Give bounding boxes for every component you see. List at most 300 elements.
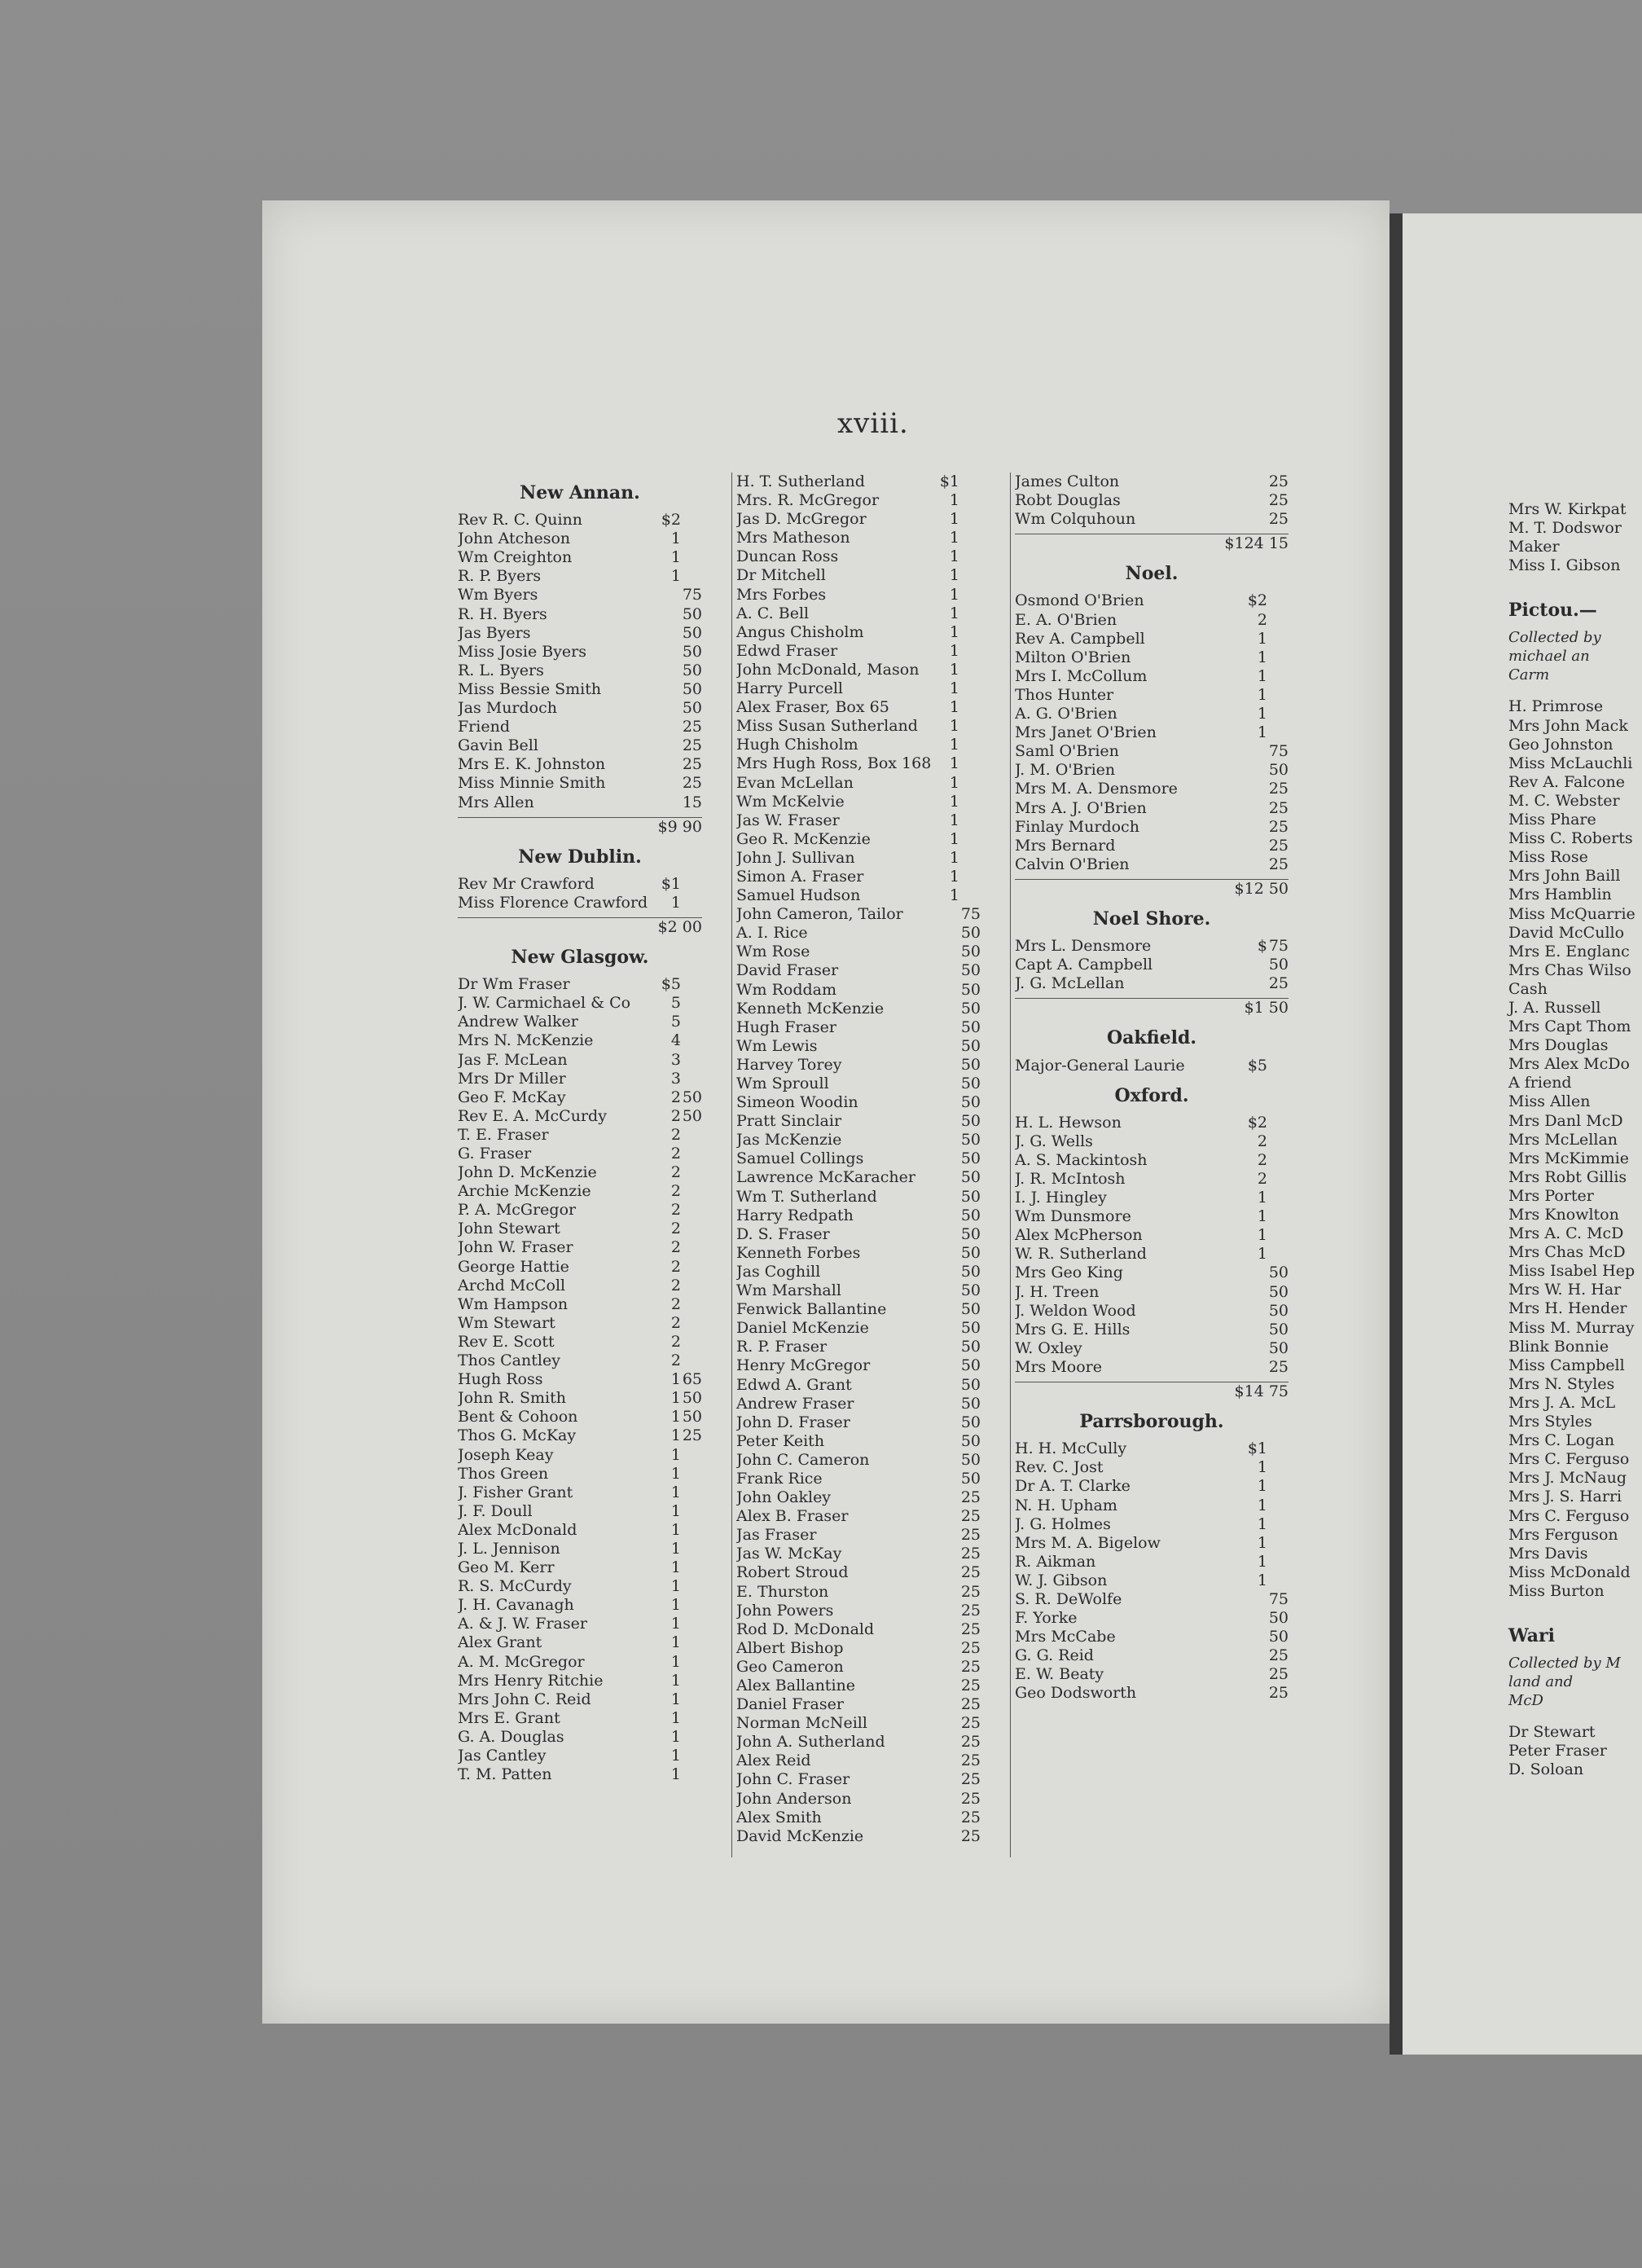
amount-cents xyxy=(681,530,702,548)
amount-cents: 25 xyxy=(682,718,702,736)
amount-cents: 25 xyxy=(960,1677,981,1694)
amount-cents: 25 xyxy=(960,1826,981,1845)
amount-cents xyxy=(681,1709,702,1728)
list-item xyxy=(458,662,702,680)
amount-cents xyxy=(681,1558,702,1577)
list-item xyxy=(736,1602,981,1620)
list-item xyxy=(1015,761,1289,780)
list-item xyxy=(458,894,702,912)
donor-name: W. R. Sutherland xyxy=(1015,1245,1147,1264)
section-heading: New Annan. xyxy=(520,482,640,503)
amount-cents xyxy=(681,1051,702,1070)
list-item xyxy=(458,1672,702,1690)
donor-name: Mrs Bernard xyxy=(1015,836,1116,855)
amount-dollars: 1 xyxy=(1257,685,1267,704)
amount-cents xyxy=(1267,1245,1289,1264)
amount-dollars xyxy=(932,1168,959,1187)
donor-name: Hugh Ross xyxy=(458,1370,543,1389)
amount-dollars: 2 xyxy=(670,1352,681,1370)
donor-name: Rev E. Scott xyxy=(458,1332,555,1351)
donor-name: Frank Rice xyxy=(736,1469,823,1488)
list-item xyxy=(736,1207,981,1225)
list-item xyxy=(1015,956,1289,974)
list-item xyxy=(1015,510,1289,529)
donor-name: J. R. McIntosh xyxy=(1015,1170,1126,1188)
amount-dollars: $5 xyxy=(1247,1056,1267,1075)
amount-cents: 25 xyxy=(960,1770,981,1789)
donor-name: Wm Marshall xyxy=(736,1281,841,1300)
donor-name: Geo Cameron xyxy=(736,1657,844,1676)
donor-name: Hugh Fraser xyxy=(736,1018,836,1036)
amount-dollars xyxy=(1240,1321,1267,1339)
donor-name: Samuel Hudson xyxy=(736,886,861,905)
amount-dollars: 1 xyxy=(1257,723,1267,742)
amount-dollars: 1 xyxy=(670,530,681,548)
donor-name: Wm Lewis xyxy=(736,1036,818,1055)
donor-name: A. M. McGregor xyxy=(458,1652,585,1671)
donor-name: Miss Josie Byers xyxy=(458,642,587,661)
donor-name: Mrs M. A. Densmore xyxy=(1015,780,1178,798)
amount-dollars xyxy=(932,961,959,980)
amount-dollars xyxy=(932,1677,959,1695)
donor-name: Mrs I. McCollum xyxy=(1015,666,1148,685)
list-item xyxy=(736,905,981,924)
amount-dollars xyxy=(653,586,681,604)
donor-name: Miss Bessie Smith xyxy=(458,679,602,698)
donor-name: J. G. Holmes xyxy=(1015,1514,1111,1533)
list-item xyxy=(1508,773,1642,792)
amount-cents: 25 xyxy=(682,736,702,755)
subtotal-amount: $14 75 xyxy=(1234,1382,1289,1401)
list-item xyxy=(1015,1477,1289,1496)
donor-name: Wm T. Sutherland xyxy=(736,1187,877,1206)
donor-name: N. H. Upham xyxy=(1015,1496,1117,1514)
amount-dollars: $1 xyxy=(939,472,959,490)
amount-dollars xyxy=(932,1356,959,1375)
donor-name: Rod D. McDonald xyxy=(736,1620,875,1638)
amount-dollars: 1 xyxy=(949,811,959,829)
donor-name: Dr Wm Fraser xyxy=(458,975,570,994)
list-item xyxy=(1015,937,1289,956)
donor-name: Miss McDonald xyxy=(1508,1563,1631,1581)
amount-cents: 50 xyxy=(1268,956,1289,974)
donor-name: Dr Mitchell xyxy=(736,566,826,585)
donor-name: Calvin O'Brien xyxy=(1015,855,1130,873)
donor-name: Wm Sproull xyxy=(736,1075,829,1092)
list-item xyxy=(458,1238,702,1257)
amount-cents xyxy=(1267,1571,1289,1590)
list-item xyxy=(736,547,981,566)
list-item xyxy=(1015,1534,1289,1553)
amount-dollars xyxy=(1240,1665,1267,1684)
amount-dollars: 1 xyxy=(1257,629,1267,648)
list-item xyxy=(1508,811,1642,829)
amount-cents xyxy=(959,830,981,849)
amount-cents: 25 xyxy=(960,1752,981,1770)
donor-name: John Cameron, Tailor xyxy=(736,905,903,924)
list-item xyxy=(1508,1338,1642,1356)
amount-dollars xyxy=(1240,1358,1267,1377)
list-item xyxy=(458,1596,702,1615)
donor-name: R. H. Byers xyxy=(458,604,547,623)
list-item xyxy=(458,1163,702,1182)
list-item xyxy=(736,1075,981,1093)
list-item xyxy=(1508,1431,1642,1450)
donor-name: Mrs Dr Miller xyxy=(458,1069,566,1088)
amount-dollars xyxy=(932,1300,959,1319)
list-item xyxy=(736,1188,981,1207)
list-item xyxy=(736,679,981,698)
amount-cents: 25 xyxy=(1268,491,1289,510)
amount-dollars: 2 xyxy=(1257,1150,1267,1169)
donor-name: H. H. McCully xyxy=(1015,1439,1127,1458)
list-item xyxy=(458,548,702,567)
donor-name: Mrs C. Ferguso xyxy=(1508,1506,1630,1525)
amount-cents: 65 xyxy=(682,1370,702,1389)
list-item xyxy=(458,755,702,774)
amount-cents: 50 xyxy=(960,1469,981,1488)
list-item xyxy=(1508,736,1642,754)
donor-name: R. S. McCurdy xyxy=(458,1577,572,1596)
donor-name: A. G. O'Brien xyxy=(1015,705,1117,723)
list-item xyxy=(1015,1590,1289,1609)
list-item xyxy=(458,1521,702,1540)
amount-cents: 50 xyxy=(1268,1301,1289,1320)
amount-cents: 50 xyxy=(1268,761,1289,780)
subtotal-row xyxy=(1015,879,1289,899)
amount-cents xyxy=(681,1596,702,1615)
donor-name: Mrs John C. Reid xyxy=(458,1690,591,1708)
amount-cents: 25 xyxy=(960,1563,981,1582)
donor-name: M. C. Webster xyxy=(1508,791,1620,810)
amount-dollars: 1 xyxy=(670,1633,681,1652)
donor-name: Finlay Murdoch xyxy=(1015,817,1139,836)
list-item xyxy=(736,1281,981,1300)
donor-name: Fenwick Ballantine xyxy=(736,1300,887,1319)
amount-dollars xyxy=(932,905,959,924)
list-item xyxy=(736,1827,981,1846)
list-item xyxy=(458,511,702,530)
amount-cents: 50 xyxy=(960,980,981,999)
amount-cents: 50 xyxy=(682,642,702,661)
donor-name: Jas D. McGregor xyxy=(736,510,867,529)
amount-dollars: 1 xyxy=(949,660,959,679)
list-item xyxy=(1508,538,1642,556)
donor-name: David McCullo xyxy=(1508,923,1625,942)
amount-dollars: 2 xyxy=(670,1332,681,1351)
donor-name: Dr Stewart xyxy=(1508,1723,1596,1742)
donor-name: John Anderson xyxy=(736,1789,852,1808)
donor-name: E. W. Beaty xyxy=(1015,1665,1104,1684)
amount-cents: 50 xyxy=(960,1075,981,1092)
donor-name: Harvey Torey xyxy=(736,1055,842,1074)
donor-name: Wm Roddam xyxy=(736,980,836,999)
amount-dollars: 1 xyxy=(949,510,959,529)
list-item xyxy=(1508,1413,1642,1431)
amount-cents xyxy=(681,1690,702,1709)
amount-cents xyxy=(959,849,981,868)
amount-dollars: 2 xyxy=(1257,1170,1267,1188)
amount-cents: 25 xyxy=(1268,817,1289,836)
list-item xyxy=(736,1790,981,1809)
list-item xyxy=(1508,1168,1642,1187)
amount-dollars: 1 xyxy=(670,1520,681,1539)
list-item xyxy=(1015,974,1289,993)
amount-cents: 50 xyxy=(960,961,981,980)
donor-name: Samuel Collings xyxy=(736,1149,864,1168)
list-item xyxy=(458,1709,702,1728)
amount-cents: 50 xyxy=(960,1055,981,1074)
amount-dollars xyxy=(1240,761,1267,780)
amount-cents: 25 xyxy=(960,1657,981,1676)
donor-name: J. H. Cavanagh xyxy=(458,1596,574,1615)
amount-cents xyxy=(681,511,702,530)
donor-name: Osmond O'Brien xyxy=(1015,591,1144,610)
amount-cents xyxy=(959,717,981,736)
amount-cents xyxy=(1267,686,1289,705)
amount-dollars: 1 xyxy=(949,773,959,792)
list-item xyxy=(736,1677,981,1695)
donor-name: Rev. C. Jost xyxy=(1015,1458,1104,1477)
amount-dollars: 2 xyxy=(670,1238,681,1257)
amount-cents: 75 xyxy=(960,905,981,924)
donor-name: Miss McLauchli xyxy=(1508,754,1633,772)
list-item xyxy=(736,1395,981,1413)
donor-name: T. M. Patten xyxy=(458,1765,552,1784)
donor-name: F. Yorke xyxy=(1015,1609,1078,1628)
list-item xyxy=(1508,1131,1642,1149)
list-item xyxy=(458,1633,702,1652)
amount-dollars xyxy=(653,643,681,662)
list-item xyxy=(736,1319,981,1338)
donor-name: Jas Byers xyxy=(458,623,531,642)
donor-name: Mrs A. J. O'Brien xyxy=(1015,798,1147,817)
column-2 xyxy=(736,472,981,1846)
amount-dollars xyxy=(932,1207,959,1225)
donor-name: Mrs C. Logan xyxy=(1508,1431,1615,1450)
amount-dollars: 1 xyxy=(670,1483,681,1501)
amount-cents xyxy=(1267,1477,1289,1496)
amount-dollars: 1 xyxy=(1257,1458,1267,1477)
list-item xyxy=(1015,1458,1289,1477)
list-item xyxy=(1508,980,1642,999)
amount-dollars: 1 xyxy=(670,1765,681,1784)
list-item xyxy=(736,849,981,868)
amount-cents xyxy=(959,698,981,717)
amount-dollars xyxy=(1240,818,1267,837)
donor-name: Mrs Matheson xyxy=(736,529,850,547)
amount-dollars xyxy=(932,1432,959,1451)
amount-dollars xyxy=(932,1620,959,1639)
list-item xyxy=(458,1577,702,1596)
amount-dollars: 1 xyxy=(949,641,959,660)
amount-cents xyxy=(959,774,981,793)
list-item xyxy=(1508,1036,1642,1055)
list-item xyxy=(1015,1207,1289,1226)
amount-cents xyxy=(681,1013,702,1031)
list-item xyxy=(458,1182,702,1201)
amount-cents xyxy=(1267,630,1289,648)
list-item xyxy=(458,680,702,699)
list-item xyxy=(1508,1224,1642,1243)
amount-dollars: 2 xyxy=(1257,1132,1267,1150)
amount-dollars: 1 xyxy=(670,1652,681,1671)
list-item xyxy=(1015,1646,1289,1665)
amount-dollars xyxy=(653,774,681,793)
list-item xyxy=(458,1747,702,1765)
donor-name: Mrs G. E. Hills xyxy=(1015,1320,1131,1338)
amount-cents xyxy=(681,1672,702,1690)
amount-cents xyxy=(681,1145,702,1163)
donor-name: Cash xyxy=(1508,979,1548,998)
list-item xyxy=(458,1615,702,1633)
amount-cents: 25 xyxy=(1268,974,1289,993)
donor-name: H. L. Hewson xyxy=(1015,1113,1122,1132)
amount-dollars xyxy=(932,1695,959,1714)
donor-name: Mrs. R. McGregor xyxy=(736,491,880,510)
list-item xyxy=(1508,1394,1642,1413)
amount-dollars: 1 xyxy=(949,754,959,773)
amount-cents: 50 xyxy=(1268,1264,1289,1282)
donor-name: Andrew Walker xyxy=(458,1013,578,1031)
amount-cents xyxy=(681,1502,702,1521)
donor-name: R. Aikman xyxy=(1015,1552,1096,1571)
list-item xyxy=(736,886,981,905)
donor-name: R. P. Byers xyxy=(458,567,542,586)
list-item xyxy=(1015,1439,1289,1458)
amount-dollars xyxy=(1240,1684,1267,1703)
amount-dollars xyxy=(932,1733,959,1752)
list-item xyxy=(736,1263,981,1281)
list-item xyxy=(736,1809,981,1827)
donor-name: Alex Smith xyxy=(736,1808,822,1826)
donor-name: Miss C. Roberts xyxy=(1508,829,1633,848)
amount-cents xyxy=(681,1163,702,1182)
amount-dollars xyxy=(932,1338,959,1356)
donor-name: Miss Burton xyxy=(1508,1581,1605,1600)
donor-name: E. A. O'Brien xyxy=(1015,610,1117,629)
amount-dollars: 1 xyxy=(670,1408,681,1426)
amount-cents xyxy=(1267,1151,1289,1170)
donor-name: J. L. Jennison xyxy=(458,1539,560,1558)
amount-cents: 25 xyxy=(960,1789,981,1808)
list-item xyxy=(1508,1488,1642,1506)
donor-name: J. F. Doull xyxy=(458,1501,533,1520)
list-item xyxy=(1015,1170,1289,1189)
amount-dollars xyxy=(932,1526,959,1545)
donor-name: Evan McLellan xyxy=(736,773,854,792)
amount-cents: 50 xyxy=(960,1356,981,1375)
amount-cents xyxy=(959,793,981,811)
amount-dollars xyxy=(1240,1609,1267,1628)
donor-name: Thos Hunter xyxy=(1015,685,1114,704)
amount-cents: 25 xyxy=(960,1695,981,1714)
amount-dollars: 2 xyxy=(670,1294,681,1313)
list-item xyxy=(458,1540,702,1558)
amount-cents xyxy=(1267,1458,1289,1477)
donor-name: Kenneth McKenzie xyxy=(736,999,885,1018)
donor-name: John A. Sutherland xyxy=(736,1733,885,1752)
donor-name: Kenneth Forbes xyxy=(736,1243,861,1262)
donor-name: Mrs Henry Ritchie xyxy=(458,1671,604,1690)
amount-cents: 25 xyxy=(1268,1357,1289,1376)
list-item xyxy=(458,1013,702,1031)
amount-dollars xyxy=(1240,799,1267,818)
amount-cents xyxy=(959,623,981,642)
donor-name: Jas McKenzie xyxy=(736,1131,842,1149)
list-item xyxy=(736,472,981,491)
amount-cents: 25 xyxy=(960,1620,981,1638)
section-heading: Oakfield. xyxy=(1106,1027,1197,1049)
amount-cents xyxy=(681,1314,702,1333)
amount-dollars: 2 xyxy=(670,1220,681,1238)
amount-cents: 50 xyxy=(1268,1338,1289,1357)
donor-name: Mrs H. Hender xyxy=(1508,1299,1627,1318)
list-item xyxy=(458,994,702,1013)
amount-dollars: 1 xyxy=(670,1558,681,1577)
amount-cents xyxy=(1267,1207,1289,1226)
donor-name: Mrs Hugh Ross, Box 168 xyxy=(736,754,932,773)
amount-dollars xyxy=(1240,510,1267,529)
amount-dollars xyxy=(932,1376,959,1395)
amount-dollars: 1 xyxy=(1257,666,1267,685)
amount-dollars: 2 xyxy=(670,1182,681,1201)
amount-dollars: 1 xyxy=(1257,1189,1267,1207)
donor-name: Alex Fraser, Box 65 xyxy=(736,698,889,717)
amount-dollars xyxy=(932,1149,959,1168)
amount-dollars: 1 xyxy=(949,792,959,811)
donor-name: Mrs C. Ferguso xyxy=(1508,1450,1630,1469)
donor-name: Miss Minnie Smith xyxy=(458,774,606,793)
donor-name: Mrs Allen xyxy=(458,793,534,811)
column-rule xyxy=(731,472,732,1857)
list-item xyxy=(1015,723,1289,742)
section-heading: Parrsborough. xyxy=(1079,1411,1224,1433)
amount-cents xyxy=(681,1295,702,1314)
list-item xyxy=(1508,1507,1642,1526)
list-item xyxy=(736,1695,981,1714)
list-item xyxy=(736,1338,981,1356)
subtotal-amount: $12 50 xyxy=(1234,879,1289,898)
donor-name: Wm Byers xyxy=(458,586,538,604)
list-item xyxy=(736,1470,981,1488)
amount-cents xyxy=(681,1070,702,1088)
section-heading: New Dublin. xyxy=(518,846,642,868)
amount-cents xyxy=(959,661,981,679)
list-item xyxy=(458,530,702,548)
list-item xyxy=(736,1563,981,1582)
list-item xyxy=(1015,491,1289,510)
donor-name: George Hattie xyxy=(458,1257,569,1276)
amount-dollars xyxy=(1240,780,1267,798)
list-item xyxy=(736,1432,981,1451)
amount-cents xyxy=(1267,648,1289,667)
amount-cents: 25 xyxy=(1268,510,1289,529)
amount-dollars: 1 xyxy=(1257,1226,1267,1245)
amount-cents: 50 xyxy=(960,1036,981,1055)
donor-name: Andrew Fraser xyxy=(736,1394,854,1413)
amount-cents xyxy=(681,1540,702,1558)
list-item xyxy=(458,1201,702,1220)
amount-cents: 25 xyxy=(960,1733,981,1752)
amount-dollars: $1 xyxy=(661,874,681,893)
list-item xyxy=(458,1277,702,1295)
list-item xyxy=(736,1376,981,1395)
amount-cents xyxy=(1267,1226,1289,1245)
donor-name: Rev R. C. Quinn xyxy=(458,511,583,530)
list-item xyxy=(1015,1226,1289,1245)
donor-name: Miss Isabel Hep xyxy=(1508,1262,1635,1281)
